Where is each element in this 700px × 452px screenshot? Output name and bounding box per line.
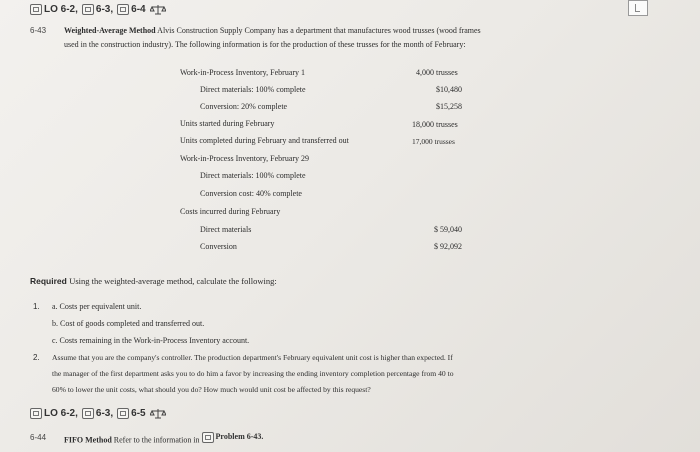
lo-header-next [30,408,166,419]
ethics-scale-icon [150,408,166,419]
row-value: $10,480 [436,85,462,94]
next-problem-text: Refer to the information in [113,435,200,445]
row-label: Units started during February [180,119,275,128]
lo-part-3: 6-5 [131,408,146,419]
intro-line-2: used in the construction industry). The following information is for the production of these trusses for the month of February: [64,40,466,49]
learning-objective-box-icon [202,432,214,443]
bookmark-bracket-icon [628,0,648,16]
row-value: $15,258 [436,102,462,111]
lo-part-2: 6-3, [95,4,114,15]
required-intro: Using the weighted-average method, calculate the following: [69,276,277,286]
row-label: Direct materials: 100% complete [200,85,306,94]
row-value: $ 59,040 [434,225,462,234]
next-problem-line [64,430,263,448]
learning-objective-box-icon [117,4,129,15]
row-value: 18,000 trusses [412,120,458,129]
item-1c: c. Costs remaining in the Work-in-Process Inventory account. [52,336,250,345]
intro-text-1: Alvis Construction Supply Company has a department that manufactures wood trusses (wood frames [157,26,481,35]
learning-objective-box-icon [82,408,94,419]
lo-header [30,4,166,15]
next-problem-title: FIFO Method [64,435,112,445]
problem-reference-label: Problem 6-43. [215,432,264,441]
learning-objective-box-icon [30,4,42,15]
lo-part-3: 6-4 [131,4,146,15]
ethics-scale-icon [150,4,166,15]
row-value: $ 92,092 [434,242,462,251]
problem-number: 6-43 [30,26,47,35]
lo-part-1: LO 6-2, [44,408,78,419]
item-2-line-2: the manager of the first department asks you to do him a favor by increasing the ending inventory completion percentage from 40 to [52,369,454,378]
item-number: 2. [33,353,40,362]
problem-number-next: 6-44 [30,433,47,442]
row-label: Direct materials [200,225,252,234]
row-label: Work-in-Process Inventory, February 1 [180,68,306,77]
item-number: 1. [33,302,40,311]
row-label: Conversion [200,242,237,251]
row-label: Direct materials: 100% complete [200,171,306,180]
row-label: Work-in-Process Inventory, February 29 [180,154,310,163]
item-2-line-3: 60% to lower the unit costs, what should you do? How much would unit cost be affected by this request? [52,385,371,394]
row-value: 4,000 trusses [416,68,458,77]
problem-title: Weighted-Average Method [64,26,156,35]
row-label: Conversion: 20% complete [200,102,288,111]
required-line [30,276,277,286]
item-1b: b. Cost of goods completed and transferred out. [52,319,205,328]
row-label: Conversion cost: 40% complete [200,189,302,198]
intro-line-1 [64,24,481,38]
lo-part-2: 6-3, [95,408,114,419]
row-label: Costs incurred during February [180,207,281,216]
item-1a: a. Costs per equivalent unit. [52,302,142,311]
learning-objective-box-icon [30,408,42,419]
learning-objective-box-icon [117,408,129,419]
problem-reference[interactable] [202,430,264,444]
lo-part-1: LO 6-2, [44,4,78,15]
row-label: Units completed during February and transferred out [180,136,349,145]
required-heading: Required [30,276,67,286]
item-2-line-1: Assume that you are the company's controller. The production department's February equivalent unit cost is higher than expected. If [52,353,453,362]
row-value: 17,000 trusses [412,137,455,146]
learning-objective-box-icon [82,4,94,15]
